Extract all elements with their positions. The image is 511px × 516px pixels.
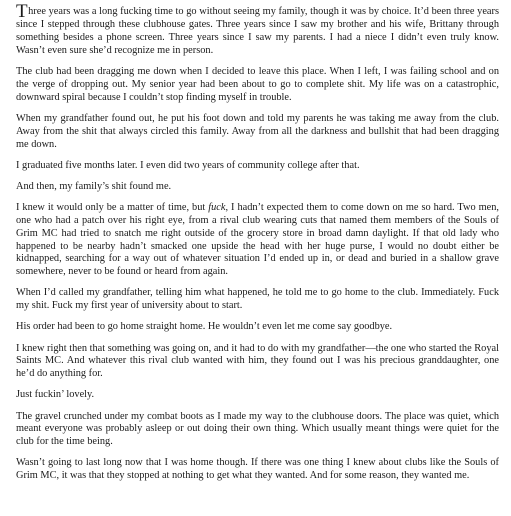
paragraph-10: Just fuckin’ lovely. [16,389,95,401]
paragraph-2: The club had been dragging me down when I decided to leave this place. When I left, I was failing school and on the verge of dropping out. My senior year had been about to go to complete shit. My life was on a catastrophic, downward spiral because I couldn’t stop finding myself in trouble. [16,65,499,103]
paragraph-3: When my grandfather found out, he put his foot down and told my parents he was taking me away from the club. Away from the shit that always circled this family. Away from all the darkness and bullshit that had been dragging me down. [16,112,499,150]
drop-cap: T [16,1,28,22]
paragraph-4: I graduated five months later. I even did two years of community college after that. [16,159,360,171]
paragraph-6-text-b: , I hadn’t expected them to come down on me so hard. Two men, one who had a patch over his right eye, from a rival club wearing cuts that named them members of the Souls of Grim MC had tried to snatch me right outside of the grocery store in broad damn daylight. If that old lady who happened to be nearby hadn’t smacked one upside the head with her huge purse, I would no doubt either be kidnapped, searching for a way out of whatever situation I’d ended up in, or dead and buried in a shallow grave somewhere, never to be found or heard from again. [16,201,499,278]
paragraph-6 [16,202,499,279]
paragraph-9: I knew right then that something was going on, and it had to do with my grandfather—the one who started the Royal Saints MC. And whatever this rival club wanted with him, they found out I was his precious granddaughter, one he’d do anything for. [16,342,499,380]
paragraph-8: His order had been to go home straight home. He wouldn’t even let me come say goodbye. [16,321,393,333]
paragraph-1 [16,1,499,58]
paragraph-11: The gravel crunched under my combat boots as I made my way to the clubhouse doors. The place was quiet, which meant everyone was probably asleep or out doing their own thing. Which usually meant things were quiet for the club for the time being. [16,410,499,448]
emphasis-text: fuck [208,201,226,213]
paragraph-5: And then, my family’s shit found me. [16,180,172,192]
paragraph-12: Wasn’t going to last long now that I was home though. If there was one thing I knew about clubs like the Souls of Grim MC, it was that they stopped at nothing to get what they wanted. And for some reason, they wanted me. [16,457,499,482]
paragraph-1-text: hree years was a long fucking time to go without seeing my family, though it was by choice. It’d been three years since I stepped through these clubhouse gates. Three years since I saw my brother and his wife, Brittany through something besides a phone screen. Three years since I saw my parents. I had a niece I didn’t even truly know. Wasn’t even sure she’d recognize me in person. [16,6,499,56]
paragraph-6-text-a: I knew it would only be a matter of time, but [16,201,209,213]
paragraph-7: When I’d called my grandfather, telling him what happened, he told me to go home to the club. Immediately. Fuck my shit. Fuck my first year of university about to start. [16,287,499,312]
